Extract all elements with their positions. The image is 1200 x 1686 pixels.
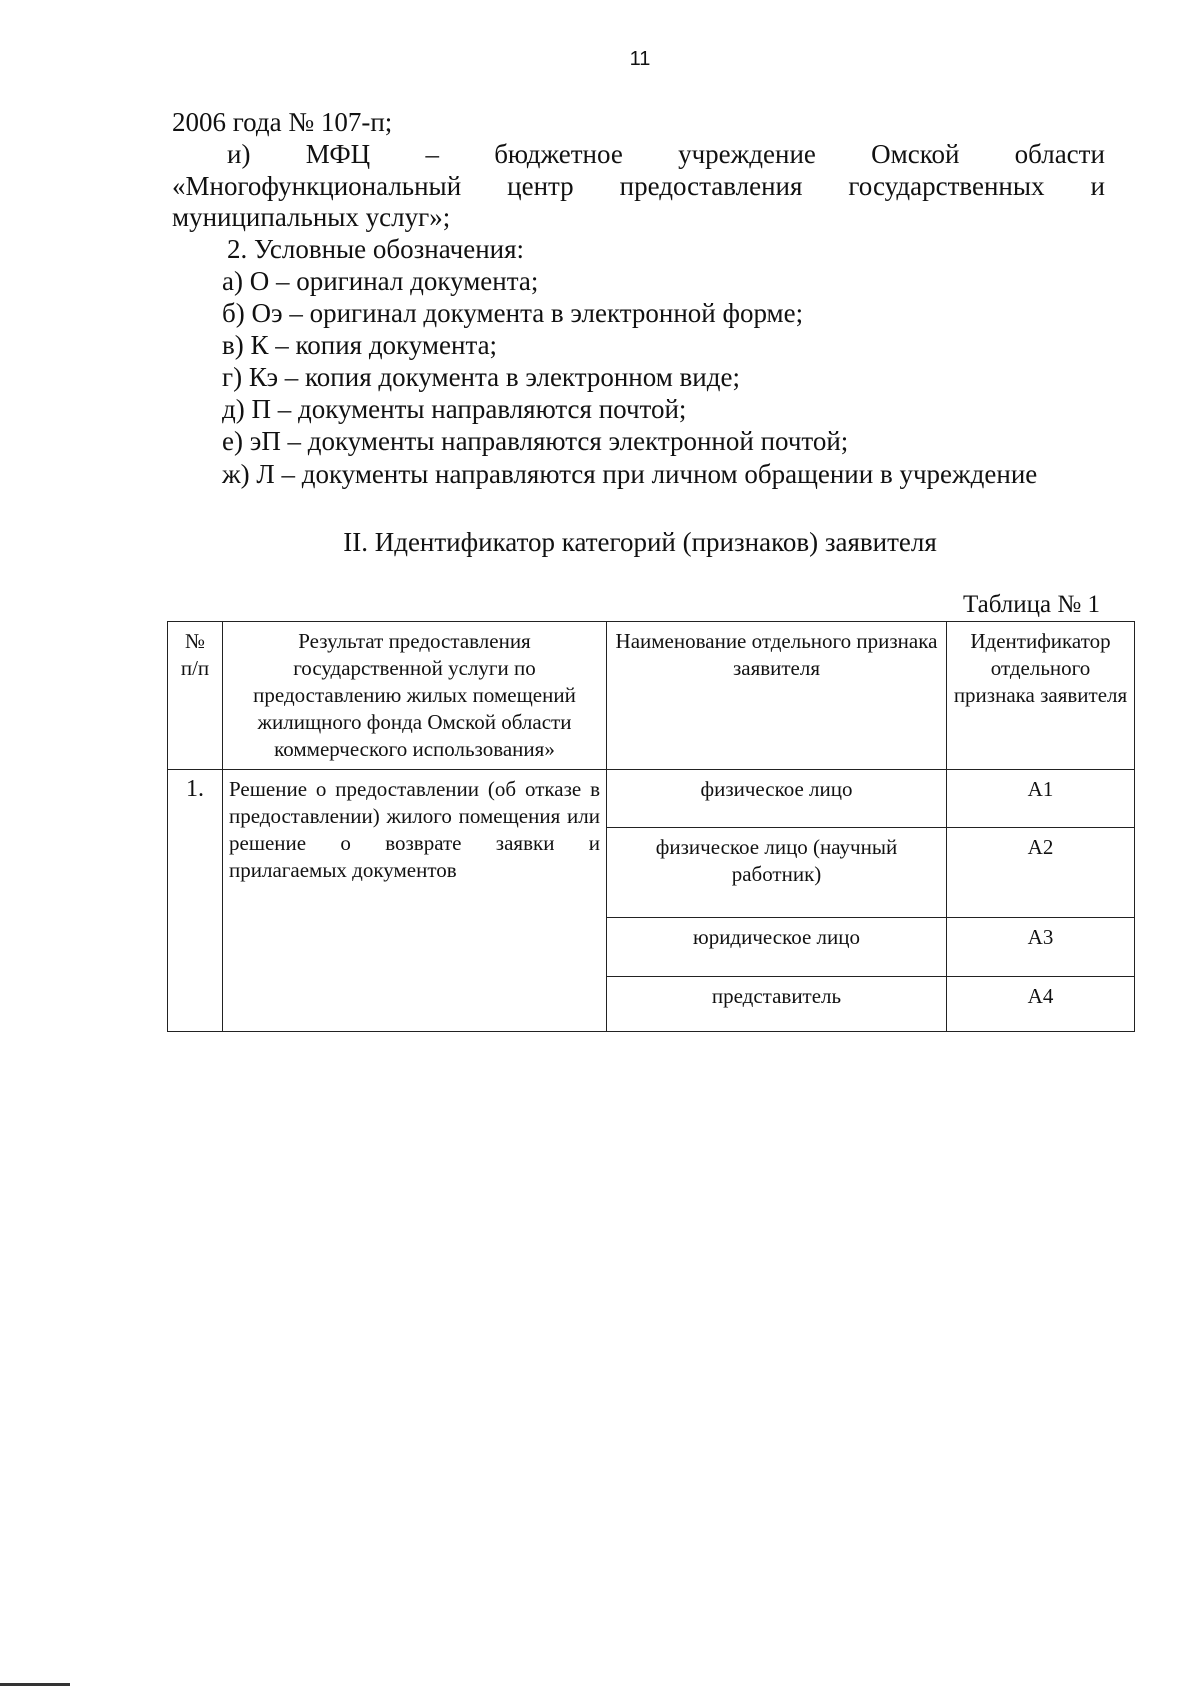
result-cell: Решение о предоставлении (об отказе в предоставлении) жилого помещения или решение о возврате заявки и прилагаемых документов xyxy=(223,770,607,1032)
section-heading: II. Идентификатор категорий (признаков) заявителя xyxy=(343,527,937,557)
legend-item: д) П – документы направляются почтой; xyxy=(222,394,687,424)
section2-title: 2. Условные обозначения: xyxy=(227,234,525,264)
word: предоставления xyxy=(619,171,803,201)
header-num: № п/п xyxy=(168,622,223,770)
applicant-id-cell: А1 xyxy=(947,770,1135,828)
word: области xyxy=(1014,139,1105,169)
applicant-id-cell: А3 xyxy=(947,918,1135,977)
row-number: 1. xyxy=(168,770,223,1032)
header-id: Идентификатор отдельного признака заявителя xyxy=(947,622,1135,770)
paragraph-line-decree: 2006 года № 107-п; xyxy=(172,107,393,137)
word: бюджетное xyxy=(494,139,623,169)
word: МФЦ xyxy=(305,139,371,169)
word: учреждение xyxy=(678,139,816,169)
legend-item: г) Кэ – копия документа в электронном виде; xyxy=(222,362,740,392)
legend-item: е) эП – документы направляются электронной почтой; xyxy=(222,426,849,456)
word: центр xyxy=(507,171,574,201)
header-result: Результат предоставления государственной услуги по предоставлению жилых помещений жилищного фонда Омской области коммерческого использования» xyxy=(223,622,607,770)
legend-item: в) К – копия документа; xyxy=(222,330,498,360)
word: Омской xyxy=(871,139,960,169)
applicant-categories-table xyxy=(167,621,1135,1032)
applicant-name-cell: представитель xyxy=(607,977,947,1032)
applicant-id-cell: А4 xyxy=(947,977,1135,1032)
word: «Многофункциональный xyxy=(172,171,462,201)
applicant-name-cell: физическое лицо (научный работник) xyxy=(607,828,947,918)
applicant-name-cell: физическое лицо xyxy=(607,770,947,828)
page-number: 11 xyxy=(629,48,651,70)
applicant-name-cell: юридическое лицо xyxy=(607,918,947,977)
paragraph-item-i-line3: муниципальных услуг»; xyxy=(172,202,451,232)
legend-item: а) О – оригинал документа; xyxy=(222,266,539,296)
word: – xyxy=(425,139,439,169)
paragraph-item-i-line1 xyxy=(227,139,1105,169)
word: и) xyxy=(227,139,251,169)
legend-item: б) Оэ – оригинал документа в электронной форме; xyxy=(222,298,804,328)
paragraph-item-i-line2 xyxy=(172,171,1105,201)
table-label: Таблица № 1 xyxy=(962,591,1100,618)
word: и xyxy=(1090,171,1105,201)
legend-item: ж) Л – документы направляются при личном обращении в учреждение xyxy=(222,459,1038,489)
table-header-row xyxy=(168,622,1135,770)
word: государственных xyxy=(848,171,1045,201)
table-row xyxy=(168,770,1135,828)
header-name: Наименование отдельного признака заявителя xyxy=(607,622,947,770)
applicant-id-cell: А2 xyxy=(947,828,1135,918)
